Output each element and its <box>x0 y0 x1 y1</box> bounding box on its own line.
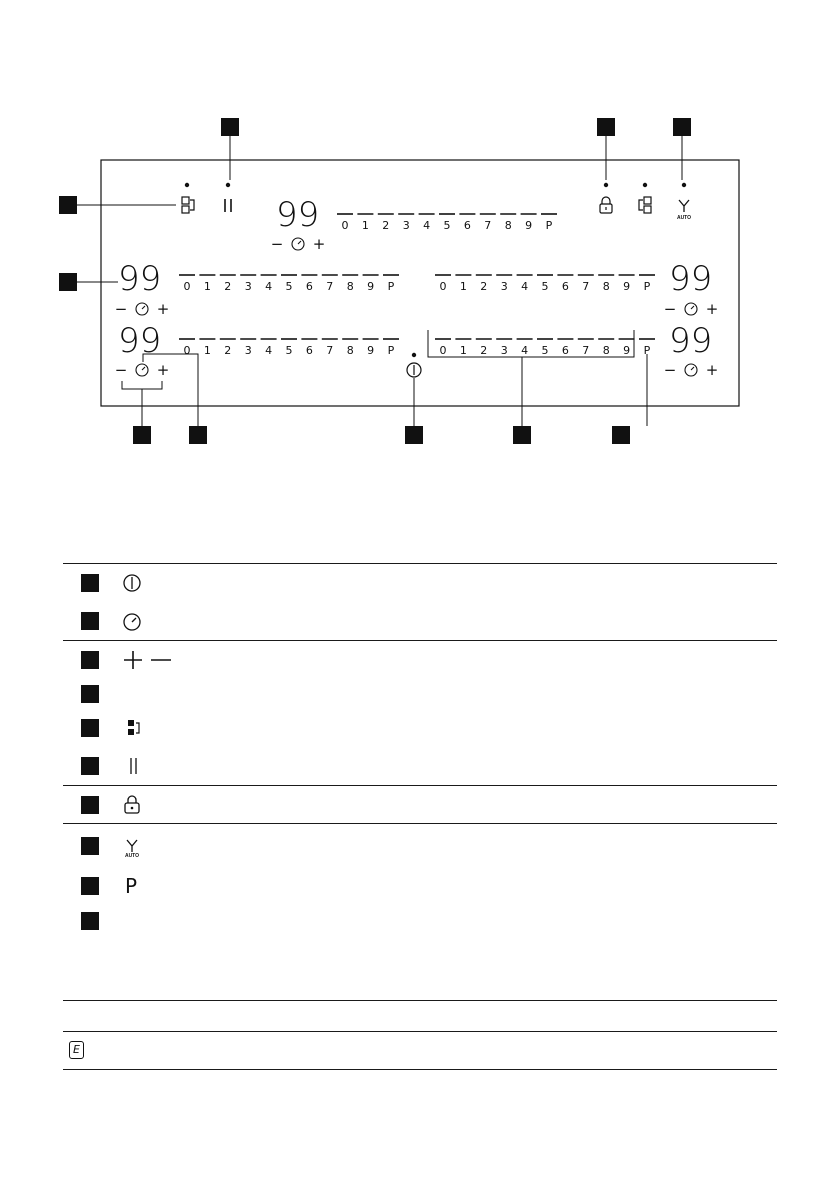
power-level-label: 1 <box>203 280 211 293</box>
timer-minus-button[interactable]: − <box>663 300 677 318</box>
callout-marker <box>81 912 99 930</box>
power-display: 99 <box>669 321 713 361</box>
power-icon[interactable] <box>407 363 421 377</box>
timer-icon-hand[interactable] <box>298 241 301 244</box>
svg-text:AUTO: AUTO <box>124 853 140 859</box>
power-level-label: 2 <box>480 344 488 357</box>
timer-plus-button[interactable]: + <box>156 361 170 379</box>
callout-marker <box>405 426 423 444</box>
power-level-label: 9 <box>367 280 375 293</box>
indicator-dot <box>682 183 686 187</box>
timer-minus-button[interactable]: − <box>663 361 677 379</box>
power-level-label: 4 <box>521 280 529 293</box>
pause-icon <box>124 755 144 777</box>
power-level-label: 7 <box>326 280 334 293</box>
bridge-icon <box>124 717 144 739</box>
callout-marker <box>81 719 99 737</box>
callout-marker <box>59 273 77 291</box>
table-header <box>63 515 777 564</box>
callout-marker <box>81 796 99 814</box>
power-level-label: 7 <box>326 344 334 357</box>
control-panel-svg <box>0 0 840 470</box>
power-level-label: 4 <box>265 280 273 293</box>
power-display: 99 <box>118 259 162 299</box>
power-level-label: 9 <box>525 219 533 232</box>
timer-icon-hand[interactable] <box>142 367 145 370</box>
bridge-icon[interactable] <box>639 197 651 213</box>
power-level-label: 8 <box>346 280 354 293</box>
power-level-label: 2 <box>382 219 390 232</box>
plus-minus-icon <box>121 649 173 671</box>
timer-icon-hand[interactable] <box>691 367 694 370</box>
table-row <box>63 564 777 602</box>
power-level-label: 5 <box>443 219 451 232</box>
callout-line <box>143 354 198 426</box>
power-level-label: P <box>387 280 395 293</box>
power-display: 99 <box>669 259 713 299</box>
power-level-label: 0 <box>439 280 447 293</box>
power-level-label: 6 <box>305 344 313 357</box>
power-level-label: 8 <box>346 344 354 357</box>
callout-marker <box>81 877 99 895</box>
table-row <box>63 709 777 747</box>
callout-marker <box>59 196 77 214</box>
callout-marker <box>513 426 531 444</box>
display-table <box>63 1000 777 1070</box>
power-level-label: 5 <box>541 344 549 357</box>
timer-plus-button[interactable]: + <box>705 361 719 379</box>
power-display: 99 <box>118 321 162 361</box>
callout-marker <box>673 118 691 136</box>
power-level-label: 0 <box>439 344 447 357</box>
table-row <box>63 747 777 785</box>
table-row <box>63 640 777 679</box>
timer-icon <box>121 610 143 632</box>
indicator-dot <box>604 183 608 187</box>
power-level-label: 8 <box>602 280 610 293</box>
timer-icon-hand[interactable] <box>691 306 694 309</box>
power-level-label: 7 <box>484 219 492 232</box>
power-level-label: 2 <box>480 280 488 293</box>
power-level-label: 1 <box>361 219 369 232</box>
callout-marker <box>81 612 99 630</box>
pause-icon[interactable] <box>225 199 231 212</box>
hob-to-hood-auto-icon <box>121 835 143 859</box>
power-level-label: 5 <box>285 344 293 357</box>
power-level-label: 8 <box>602 344 610 357</box>
bridge-icon[interactable] <box>182 197 194 213</box>
timer-minus-button[interactable]: − <box>114 300 128 318</box>
power-level-label: 1 <box>203 344 211 357</box>
callout-marker <box>189 426 207 444</box>
timer-minus-button[interactable]: − <box>270 235 284 253</box>
power-level-label: 3 <box>500 344 508 357</box>
power-level-label: 8 <box>504 219 512 232</box>
controls-table <box>63 515 777 937</box>
lock-icon <box>121 794 143 816</box>
callout-marker <box>81 837 99 855</box>
power-level-label: 3 <box>402 219 410 232</box>
power-level-label: 0 <box>183 344 191 357</box>
table-row <box>63 1032 777 1070</box>
power-level-label: 1 <box>459 344 467 357</box>
power-level-label: 6 <box>305 280 313 293</box>
power-level-label: 1 <box>459 280 467 293</box>
callout-marker <box>133 426 151 444</box>
indicator-dot <box>412 353 416 357</box>
callout-marker <box>81 757 99 775</box>
power-level-label: 0 <box>341 219 349 232</box>
power-level-label: 9 <box>623 280 631 293</box>
power-level-label: 3 <box>244 344 252 357</box>
timer-minus-button[interactable]: − <box>114 361 128 379</box>
lock-icon[interactable] <box>600 197 612 213</box>
indicator-dot <box>185 183 189 187</box>
callout-marker <box>597 118 615 136</box>
table-row <box>63 823 777 868</box>
svg-text:AUTO: AUTO <box>676 215 692 221</box>
power-level-label: 3 <box>500 280 508 293</box>
power-level-label: 9 <box>367 344 375 357</box>
e-display-icon: E <box>69 1041 84 1059</box>
hob-to-hood-auto-icon[interactable] <box>677 200 691 221</box>
callout-marker <box>81 651 99 669</box>
table-header <box>63 1000 777 1032</box>
callout-bracket <box>122 381 162 389</box>
power-level-label: 6 <box>561 280 569 293</box>
power-level-label: P <box>643 280 651 293</box>
power-level-label: 0 <box>183 280 191 293</box>
power-level-label: 7 <box>582 280 590 293</box>
power-level-label: P <box>643 344 651 357</box>
power-level-label: 7 <box>582 344 590 357</box>
power-level-label: 6 <box>561 344 569 357</box>
power-level-label: 5 <box>285 280 293 293</box>
control-panel-diagram <box>0 0 840 470</box>
callout-marker <box>81 574 99 592</box>
table-row <box>63 785 777 824</box>
power-icon <box>121 572 143 594</box>
power-level-label: 4 <box>521 344 529 357</box>
table-row <box>63 602 777 640</box>
timer-plus-button[interactable]: + <box>705 300 719 318</box>
power-level-label: 9 <box>623 344 631 357</box>
power-level-label: 2 <box>224 344 232 357</box>
power-level-label: 5 <box>541 280 549 293</box>
p-letter-icon: P <box>125 874 138 898</box>
timer-plus-button[interactable]: + <box>312 235 326 253</box>
power-display: 99 <box>276 195 320 235</box>
power-level-label: 4 <box>265 344 273 357</box>
table-row <box>63 905 777 936</box>
indicator-dot <box>226 183 230 187</box>
callout-marker <box>81 685 99 703</box>
timer-plus-button[interactable]: + <box>156 300 170 318</box>
power-level-label: 3 <box>244 280 252 293</box>
power-level-label: P <box>545 219 553 232</box>
callout-marker <box>221 118 239 136</box>
power-level-label: 6 <box>463 219 471 232</box>
timer-icon-hand[interactable] <box>142 306 145 309</box>
power-level-label: 4 <box>423 219 431 232</box>
callout-marker <box>612 426 630 444</box>
power-level-label: 2 <box>224 280 232 293</box>
indicator-dot <box>643 183 647 187</box>
table-row <box>63 678 777 709</box>
power-level-label: P <box>387 344 395 357</box>
table-row <box>63 867 777 905</box>
